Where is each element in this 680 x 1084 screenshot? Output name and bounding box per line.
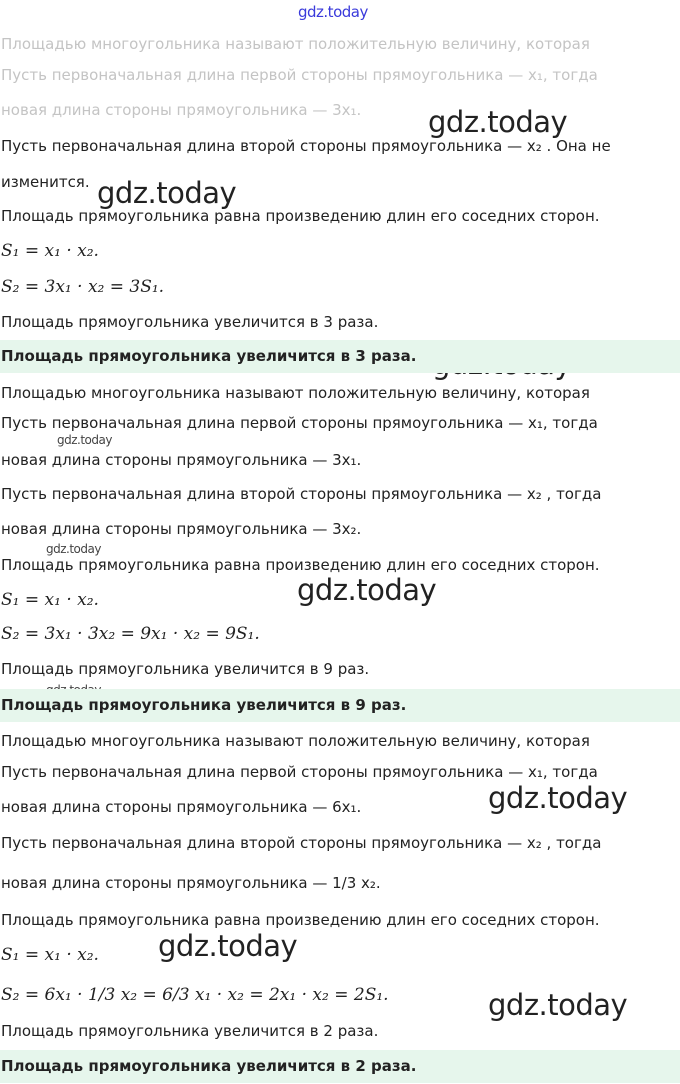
text-line: Пусть первоначальная длина первой стороны прямоугольника — x₁, тогда	[1, 66, 598, 84]
text-line: Площадь прямоугольника равна произведению длин его соседних сторон.	[1, 911, 600, 929]
text-line: новая длина стороны прямоугольника — 3x₂.	[1, 520, 362, 538]
text-line: Пусть первоначальная длина второй стороны прямоугольника — x₂ , тогда	[1, 834, 602, 852]
watermark: gdz.today	[488, 988, 628, 1022]
text-line: новая длина стороны прямоугольника — 3x₁.	[1, 451, 362, 469]
text-line: Площадь прямоугольника увеличится в 2 раза.	[1, 1022, 379, 1040]
watermark: gdz.today	[297, 573, 437, 607]
definition-text: Площадью многоугольника называют положительную величину, которая	[1, 732, 590, 750]
text-line: Площадь прямоугольника равна произведению длин его соседних сторон.	[1, 556, 600, 574]
answer-box: Площадь прямоугольника увеличится в 9 раз.	[0, 689, 680, 722]
watermark-top: gdz.today	[298, 3, 368, 21]
answer-box: Площадь прямоугольника увеличится в 3 раза.	[0, 340, 680, 373]
formula: S₁ = x₁ · x₂.	[1, 945, 99, 965]
text-line: изменится.	[1, 173, 90, 191]
definition-text: Площадью многоугольника называют положительную величину, которая	[1, 384, 590, 402]
text-line: Площадь прямоугольника равна произведению длин его соседних сторон.	[1, 207, 600, 225]
watermark: gdz.today	[428, 105, 568, 139]
text-line: Площадь прямоугольника увеличится в 3 раза.	[1, 313, 379, 331]
text-line: Пусть первоначальная длина первой стороны прямоугольника — x₁, тогда	[1, 763, 598, 781]
watermark-small: gdz.today	[46, 542, 101, 556]
text-line: Пусть первоначальная длина первой стороны прямоугольника — x₁, тогда	[1, 414, 598, 432]
text-line: новая длина стороны прямоугольника — 6x₁.	[1, 798, 362, 816]
text-line: Пусть первоначальная длина второй стороны прямоугольника — x₂ . Она не	[1, 137, 611, 155]
watermark: gdz.today	[97, 176, 237, 210]
formula: S₂ = 3x₁ · x₂ = 3S₁.	[1, 277, 165, 297]
answer-box: Площадь прямоугольника увеличится в 2 раза.	[0, 1050, 680, 1083]
watermark-small: gdz.today	[57, 433, 112, 447]
formula: S₂ = 3x₁ · 3x₂ = 9x₁ · x₂ = 9S₁.	[1, 624, 260, 644]
text-line: Пусть первоначальная длина второй стороны прямоугольника — x₂ , тогда	[1, 485, 602, 503]
definition-text: Площадью многоугольника называют положительную величину, которая	[1, 35, 590, 53]
formula: S₂ = 6x₁ · 1/3 x₂ = 6/3 x₁ · x₂ = 2x₁ · x₂ = 2S₁.	[1, 985, 389, 1005]
formula: S₁ = x₁ · x₂.	[1, 241, 99, 261]
text-line: новая длина стороны прямоугольника — 3x₁.	[1, 101, 362, 119]
watermark: gdz.today	[158, 929, 298, 963]
formula: S₁ = x₁ · x₂.	[1, 590, 99, 610]
text-line: Площадь прямоугольника увеличится в 9 раз.	[1, 660, 370, 678]
watermark: gdz.today	[488, 781, 628, 815]
text-line: новая длина стороны прямоугольника — 1/3 x₂.	[1, 874, 381, 892]
